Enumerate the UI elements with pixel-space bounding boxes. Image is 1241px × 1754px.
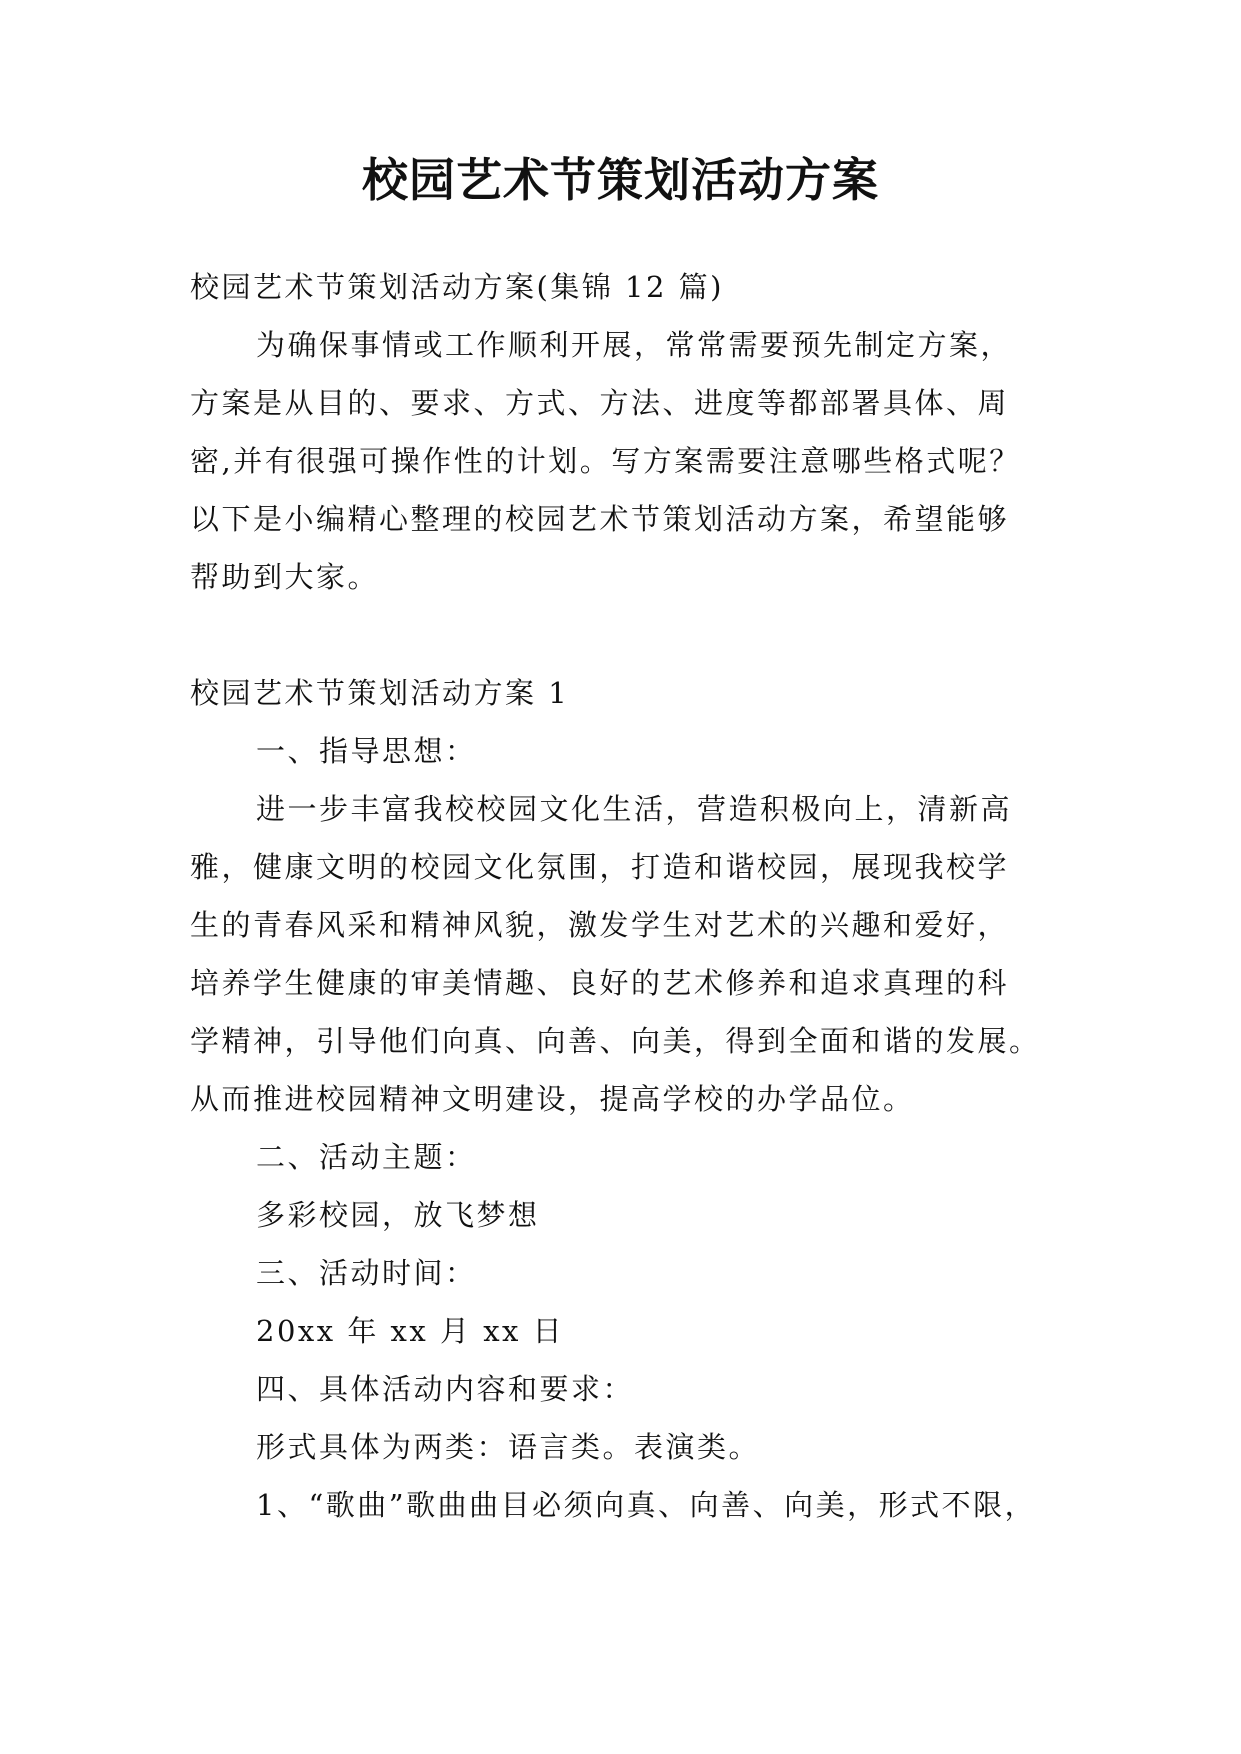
guidance-line: 进一步丰富我校校园文化生活，营造积极向上，清新高 (256, 792, 1013, 826)
content-item: 1、“歌曲”歌曲曲目必须向真、向善、向美，形式不限， (256, 1488, 1037, 1522)
intro-line: 帮助到大家。 (190, 560, 380, 594)
content-text: 形式具体为两类：语言类。表演类。 (256, 1430, 761, 1464)
guidance-line: 生的青春风采和精神风貌，激发学生对艺术的兴趣和爱好， (190, 908, 1010, 942)
guidance-line: 培养学生健康的审美情趣、良好的艺术修养和追求真理的科 (190, 966, 1010, 1000)
section-title: 校园艺术节策划活动方案 1 (190, 676, 570, 710)
heading-content: 四、具体活动内容和要求： (256, 1372, 635, 1406)
subtitle: 校园艺术节策划活动方案(集锦 12 篇) (190, 270, 724, 304)
heading-theme: 二、活动主题： (256, 1140, 477, 1174)
time-text: 20xx 年 xx 月 xx 日 (256, 1314, 565, 1348)
paragraph-gap (190, 606, 1070, 664)
intro-line: 密,并有很强可操作性的计划。写方案需要注意哪些格式呢？ (190, 444, 1021, 478)
theme-text: 多彩校园，放飞梦想 (256, 1198, 540, 1232)
guidance-line: 雅，健康文明的校园文化氛围，打造和谐校园，展现我校学 (190, 850, 1010, 884)
guidance-line: 学精神，引导他们向真、向善、向美，得到全面和谐的发展。 (190, 1024, 1041, 1058)
document-body (190, 258, 1070, 1534)
heading-guidance: 一、指导思想： (256, 734, 477, 768)
intro-line: 以下是小编精心整理的校园艺术节策划活动方案，希望能够 (190, 502, 1010, 536)
guidance-line: 从而推进校园精神文明建设，提高学校的办学品位。 (190, 1082, 915, 1116)
intro-line: 为确保事情或工作顺利开展，常常需要预先制定方案， (256, 328, 1013, 362)
intro-line: 方案是从目的、要求、方式、方法、进度等都部署具体、周 (190, 386, 1010, 420)
heading-time: 三、活动时间： (256, 1256, 477, 1290)
document-title: 校园艺术节策划活动方案 (362, 153, 879, 207)
